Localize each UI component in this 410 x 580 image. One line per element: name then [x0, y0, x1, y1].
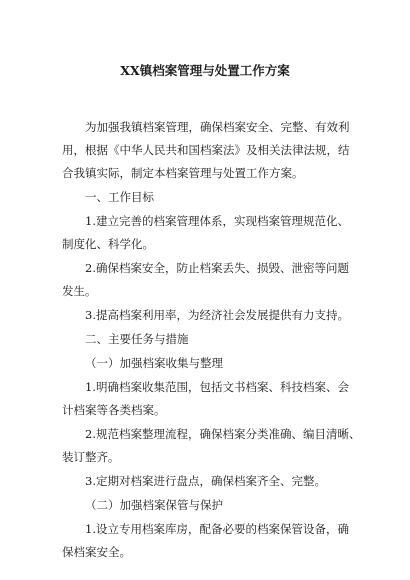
list-item-line: 3.提高档案利用率，为经济社会发展提供有力支持。 — [85, 308, 349, 322]
list-item-line: 制度化、科学化。 — [62, 237, 154, 251]
list-item-line: 计档案等各类档案。 — [62, 403, 166, 417]
list-item-line: 3.定期对档案进行盘点，确保档案齐全、完整。 — [85, 474, 326, 488]
list-item-line: 1.设立专用档案库房，配备必要的档案保管设备，确 — [85, 522, 349, 536]
paragraph-line: 合我镇实际，制定本档案管理与处置工作方案。 — [62, 166, 304, 180]
list-item-line: 保档案安全。 — [62, 545, 131, 559]
list-item-line: 1.建立完善的档案管理体系，实现档案管理规范化、 — [85, 214, 349, 228]
subsection-heading: （二）加强档案保管与保护 — [85, 498, 223, 512]
list-item-line: 2.确保档案安全，防止档案丢失、损毁、泄密等问题 — [85, 261, 349, 275]
list-item-line: 发生。 — [62, 284, 97, 298]
document-title: XX镇档案管理与处置工作方案 — [120, 63, 290, 78]
list-item-line: 1.明确档案收集范围，包括文书档案、科技档案、会 — [85, 380, 349, 394]
section-heading: 一、工作目标 — [85, 190, 154, 204]
paragraph-line: 为加强我镇档案管理，确保档案安全、完整、有效利 — [85, 120, 350, 134]
subsection-heading: （一）加强档案收集与整理 — [85, 356, 223, 370]
section-heading: 二、主要任务与措施 — [85, 332, 189, 346]
list-item-line: 装订整齐。 — [62, 450, 120, 464]
paragraph-line: 用，根据《中华人民共和国档案法》及相关法律法规，结 — [62, 143, 350, 157]
list-item-line: 2.规范档案整理流程，确保档案分类准确、编目清晰、 — [85, 427, 361, 441]
